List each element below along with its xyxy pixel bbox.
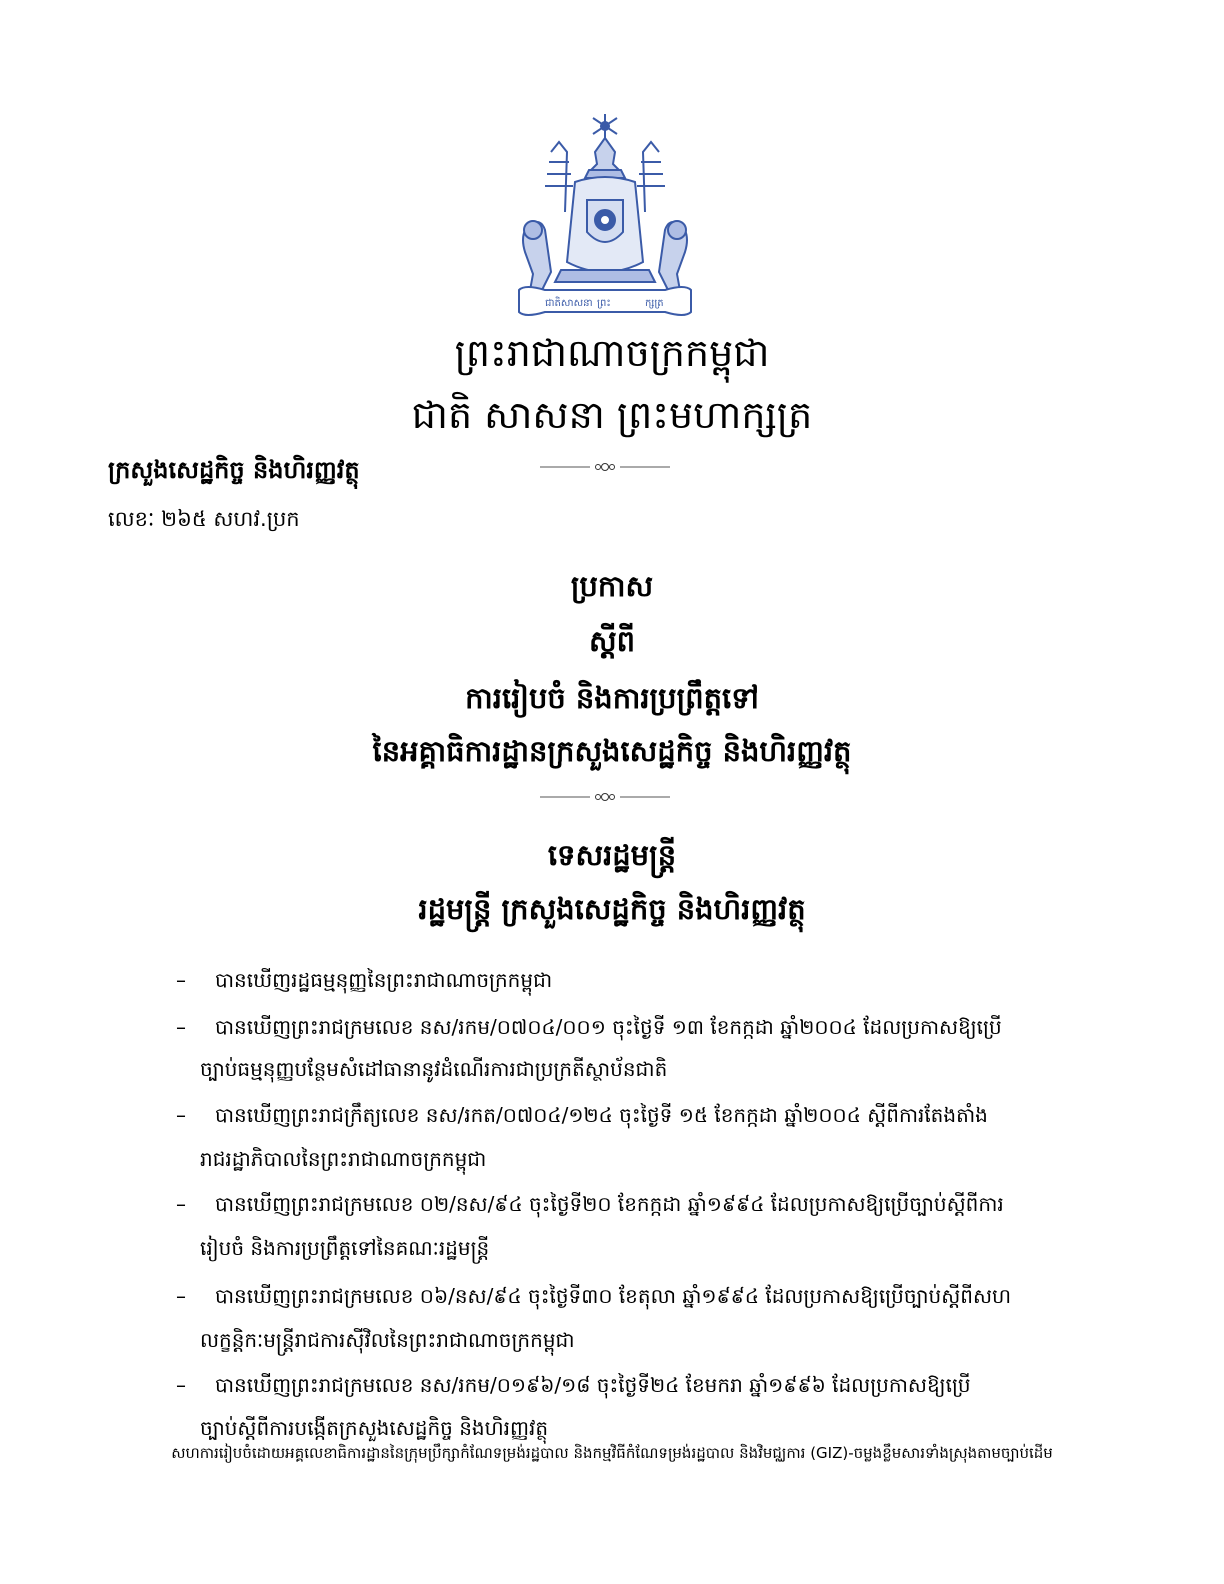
list-item: បានឃើញព្រះរាជក្រមលេខ ០២/នស/៩៤ ចុះថ្ងៃទី២០ ខែកក្កដា ឆ្នាំ១៩៩៤ ដែលប្រកាសឱ្យប្រើច្បាប់ស្តីពីការ (215, 1192, 1004, 1216)
emblem-scroll-left: ជាតិសាសនា (545, 298, 593, 309)
title-proclamation: ប្រកាស (570, 569, 654, 603)
list-item: បានឃើញព្រះរាជក្រមលេខ ០៦/នស/៩៤ ចុះថ្ងៃទី៣០ ខែតុលា ឆ្នាំ១៩៩៤ ដែលប្រកាសឱ្យប្រើច្បាប់ស្តីពីសហ (215, 1284, 1012, 1308)
title-on: ស្តីពី (588, 624, 636, 658)
bullet-dash: – (176, 968, 186, 992)
list-item: បានឃើញព្រះរាជក្រមលេខ នស/រកម/០៧០៤/០០១ ចុះថ្ងៃទី ១៣ ខែកក្កដា ឆ្នាំ២០០៤ ដែលប្រកាសឱ្យប្រើ (215, 1015, 1002, 1039)
list-item: បានឃើញព្រះរាជក្រឹត្យលេខ នស/រកត/០៧០៤/១២៤ ចុះថ្ងៃទី ១៥ ខែកក្កដា ឆ្នាំ២០០៤ ស្តីពីការតែងតាំង (215, 1103, 988, 1127)
emblem-scroll-center: ព្រះ (597, 298, 611, 309)
divider-ornament-top (540, 460, 670, 474)
kingdom-name: ព្រះរាជាណាចក្រកម្ពុជា (454, 331, 770, 375)
title-subject-line2: នៃអគ្គាធិការដ្ឋានក្រសួងសេដ្ឋកិច្ច និងហិរញ្ញវត្ថុ (372, 734, 852, 768)
list-item-continuation: រៀបចំ និងការប្រព្រឹត្តទៅនៃគណៈរដ្ឋមន្ត្រី (200, 1236, 490, 1260)
ministry-name: ក្រសួងសេដ្ឋកិច្ច និងហិរញ្ញវត្ថុ (108, 456, 360, 484)
national-motto: ជាតិ សាសនា ព្រះមហាក្សត្រ (411, 393, 813, 437)
list-item: បានឃើញរដ្ឋធម្មនុញ្ញនៃព្រះរាជាណាចក្រកម្ពុជា (215, 968, 553, 992)
bullet-dash: – (176, 1373, 186, 1397)
title-subject-line1: ការរៀបចំ និងការប្រព្រឹត្តទៅ (465, 681, 759, 715)
document-number: លេខៈ ២៦៥ សហវ.ប្រក (108, 507, 300, 531)
list-item-continuation: ច្បាប់ស្តីពីការបង្កើតក្រសួងសេដ្ឋកិច្ច និងហិរញ្ញវត្ថុ (200, 1416, 549, 1440)
list-item-continuation: ច្បាប់ធម្មនុញ្ញបន្ថែមសំដៅធានានូវដំណើរការជាប្រក្រតីស្ថាប័នជាតិ (200, 1057, 668, 1081)
emblem-scroll-right: ក្សត្រ (645, 298, 664, 309)
list-item: បានឃើញព្រះរាជក្រមលេខ នស/រកម/០១៩៦/១៨ ចុះថ្ងៃទី២៤ ខែមករា ឆ្នាំ១៩៩៦ ដែលប្រកាសឱ្យប្រើ (215, 1373, 971, 1397)
issuer-name: រដ្ឋមន្ត្រី ក្រសួងសេដ្ឋកិច្ច និងហិរញ្ញវត្ថុ (418, 892, 806, 926)
list-item-continuation: លក្ខន្តិកៈមន្ត្រីរាជការស៊ីវិលនៃព្រះរាជាណាចក្រកម្ពុជា (200, 1328, 575, 1352)
bullet-dash: – (176, 1192, 186, 1216)
issuer-title: ទេសរដ្ឋមន្ត្រី (547, 838, 677, 872)
royal-emblem (505, 112, 705, 322)
divider-ornament-middle (540, 790, 670, 804)
bullet-dash: – (176, 1015, 186, 1039)
list-item-continuation: រាជរដ្ឋាភិបាលនៃព្រះរាជាណាចក្រកម្ពុជា (200, 1147, 487, 1171)
bullet-dash: – (176, 1103, 186, 1127)
bullet-dash: – (176, 1284, 186, 1308)
footer-note: សហការរៀបចំដោយអគ្គលេខាធិការដ្ឋាននៃក្រុមប្រឹក្សាកំណែទម្រង់រដ្ឋបាល និងកម្មវិធីកំណែទម្រង់រដ្ឋបាល និងវិមជ្ឈការ (GIZ)-ចម្លងខ្លឹមសារទាំងស្រុងតាមច្បាប់ដើម (171, 1444, 1053, 1462)
